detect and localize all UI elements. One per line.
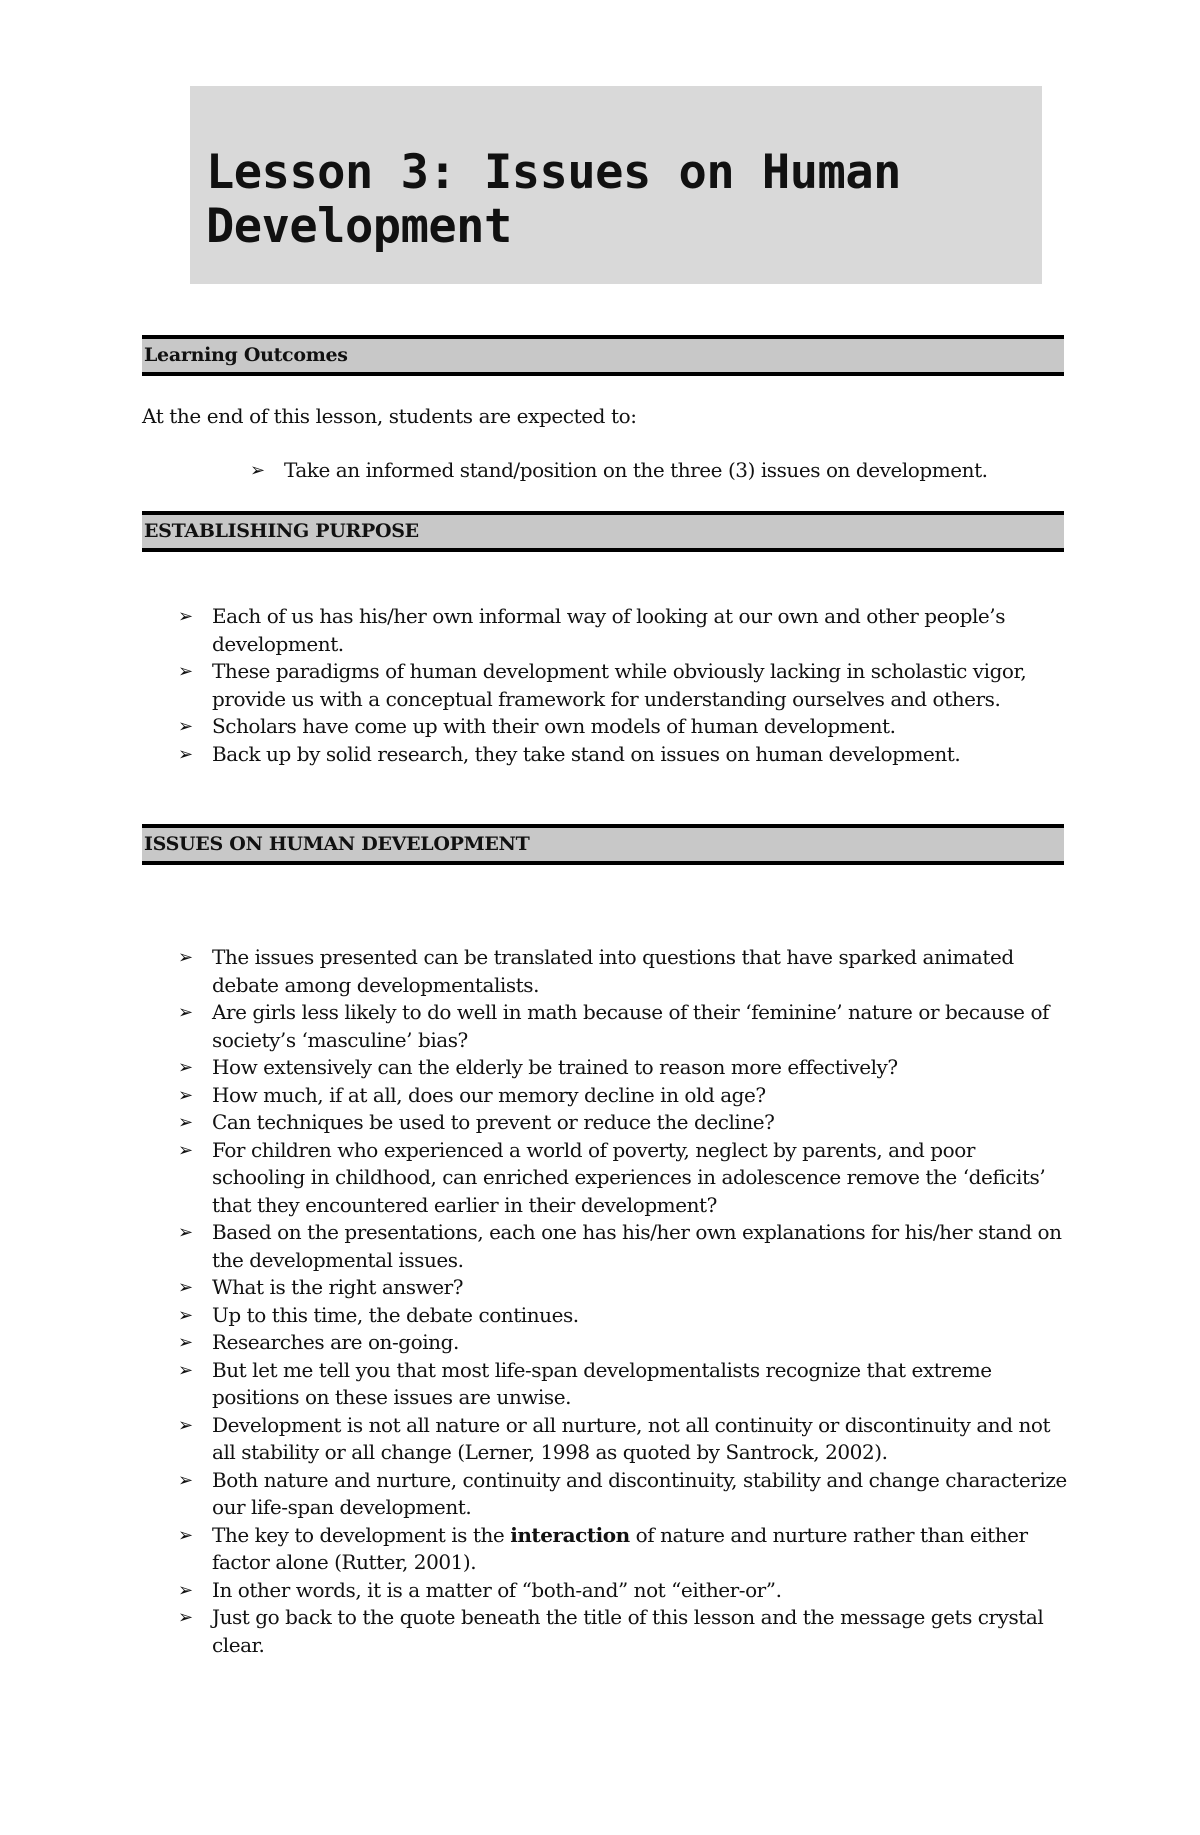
list-item-text: Researches are on-going. [212,1330,459,1354]
arrow-bullet-icon: ➢ [178,1304,193,1326]
key-text-before: The key to development is the [212,1522,511,1547]
list-item [178,713,1068,741]
list-item [178,658,1068,713]
list-item [178,1329,1068,1357]
key-text-bold: interaction [510,1522,630,1547]
section-title: ISSUES ON HUMAN DEVELOPMENT [144,833,530,855]
section-header-establishing-purpose [142,511,1064,552]
arrow-bullet-icon: ➢ [178,1359,193,1381]
arrow-bullet-icon: ➢ [178,947,193,968]
arrow-bullet-icon: ➢ [178,1414,193,1436]
section-title: Learning Outcomes [144,344,348,366]
list-item-text [212,1523,1028,1575]
arrow-bullet-icon: ➢ [178,1524,193,1546]
arrow-bullet-icon: ➢ [178,1469,193,1491]
section-title: ESTABLISHING PURPOSE [144,520,419,542]
list-item-text: Back up by solid research, they take stand on issues on human development. [212,741,961,766]
list-item [178,1302,1068,1330]
list-item [250,457,1070,485]
arrow-bullet-icon: ➢ [178,1277,193,1298]
list-item [178,1357,1068,1412]
arrow-bullet-icon: ➢ [178,716,193,737]
list-item-text: These paradigms of human development while obviously lacking in scholastic vigor, provide us with a conceptual framework for understanding ourselves and others. [212,659,1027,711]
list-item-text: Just go back to the quote beneath the title of this lesson and the message gets crystal clear. [212,1605,1044,1657]
list-item-text: But let me tell you that most life-span developmentalists recognize that extreme positions on these issues are unwise. [212,1357,992,1409]
list-item-text: Development is not all nature or all nurture, not all continuity or discontinuity and not all stability or all change (Lerner, 1998 as quoted by Santrock, 2002). [212,1412,1051,1464]
lesson-title-line1: Lesson 3: Issues on Human [206,145,901,200]
list-item-text: What is the right answer? [212,1275,463,1299]
arrow-bullet-icon: ➢ [178,1139,193,1161]
arrow-bullet-icon: ➢ [178,1222,193,1243]
list-item-text: How much, if at all, does our memory decline in old age? [212,1082,766,1107]
arrow-bullet-icon: ➢ [178,606,193,627]
list-item-text: Both nature and nurture, continuity and discontinuity, stability and change characterize our life-span development. [212,1467,1067,1519]
list-item [178,1082,1068,1110]
list-item [178,1522,1068,1577]
arrow-bullet-icon: ➢ [178,1084,193,1106]
list-item [178,1219,1068,1274]
arrow-bullet-icon: ➢ [178,1002,193,1023]
list-item [178,1109,1068,1137]
list-item [178,1137,1068,1220]
list-item [178,1054,1068,1082]
arrow-bullet-icon: ➢ [178,1607,193,1628]
list-item-text: Take an informed stand/position on the three (3) issues on development. [284,458,988,482]
section-header-learning-outcomes [142,335,1064,376]
list-item [178,1577,1068,1605]
section-header-issues [142,824,1064,865]
list-item-text: Are girls less likely to do well in math because of their ‘feminine’ nature or because of society’s ‘masculine’ bias? [212,1000,1050,1052]
list-item-text: Each of us has his/her own informal way of looking at our own and other people’s development. [212,604,1006,656]
list-item [178,1467,1068,1522]
title-box [190,86,1042,284]
list-item [178,1412,1068,1467]
list-item [178,603,1068,658]
list-item [178,1274,1068,1302]
list-item-text: The issues presented can be translated into questions that have sparked animated debate among developmentalists. [212,945,1014,997]
list-item [178,741,1068,769]
arrow-bullet-icon: ➢ [178,1112,193,1133]
list-item-text: Up to this time, the debate continues. [212,1302,579,1327]
list-item-text: How extensively can the elderly be trained to reason more effectively? [212,1055,898,1079]
key-text-after: of nature and nurture rather than either factor alone (Rutter, 2001). [212,1522,1028,1574]
outcomes-list [250,457,1070,485]
lesson-title [206,146,1042,254]
purpose-list [178,603,1068,768]
arrow-bullet-icon: ➢ [178,743,193,765]
arrow-bullet-icon: ➢ [178,1057,193,1078]
arrow-bullet-icon: ➢ [178,661,193,682]
list-item [178,999,1068,1054]
list-item-text: Can techniques be used to prevent or reduce the decline? [212,1110,775,1134]
list-item-text: Scholars have come up with their own models of human development. [212,714,896,738]
arrow-bullet-icon: ➢ [178,1332,193,1353]
list-item-text: Based on the presentations, each one has his/her own explanations for his/her stand on the developmental issues. [212,1220,1062,1272]
arrow-bullet-icon: ➢ [178,1579,193,1601]
list-item-text: For children who experienced a world of poverty, neglect by parents, and poor schooling in childhood, can enriched experiences in adolescence remove the ‘deficits’ that they encountered earlier in their development? [212,1137,1046,1217]
arrow-bullet-icon: ➢ [250,460,265,481]
list-item [178,944,1068,999]
list-item-text: In other words, it is a matter of “both-and” not “either-or”. [212,1577,782,1602]
issues-list [178,944,1068,1659]
intro-text: At the end of this lesson, students are expected to: [142,404,637,428]
list-item [178,1604,1068,1659]
lesson-title-line2: Development [206,199,512,254]
